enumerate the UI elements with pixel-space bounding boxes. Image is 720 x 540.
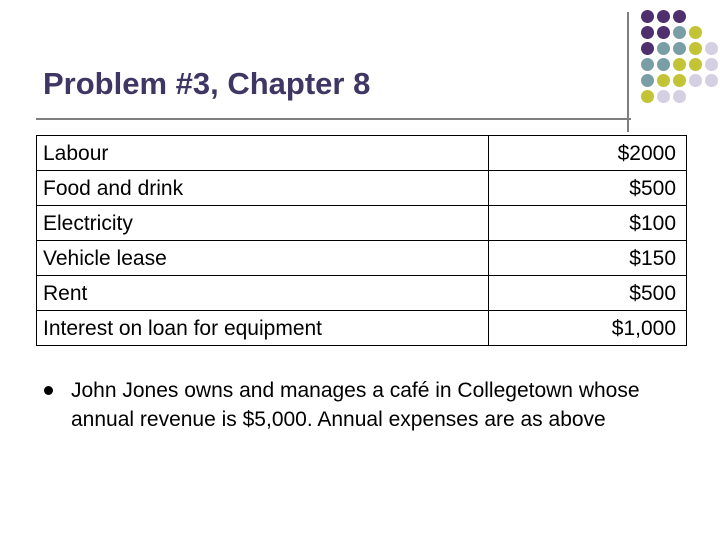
dot — [689, 42, 702, 55]
table-row — [37, 171, 687, 206]
expense-item: Food and drink — [37, 171, 489, 206]
bullet-text: John Jones owns and manages a café in Collegetown whose annual revenue is $5,000. Annual expenses are as above — [71, 379, 640, 431]
table-row — [37, 206, 687, 241]
dot — [657, 26, 670, 39]
dot — [705, 42, 718, 55]
dot — [657, 90, 670, 103]
expense-item: Labour — [37, 136, 489, 171]
dot — [705, 74, 718, 87]
dot — [657, 42, 670, 55]
expense-amount: $500 — [489, 276, 687, 311]
dot — [673, 90, 686, 103]
expense-table — [36, 135, 687, 346]
expense-amount: $150 — [489, 241, 687, 276]
dot — [673, 58, 686, 71]
dot — [673, 10, 686, 23]
dot — [673, 42, 686, 55]
expense-item: Electricity — [37, 206, 489, 241]
dot — [673, 74, 686, 87]
dot — [641, 10, 654, 23]
dot — [657, 10, 670, 23]
dot — [657, 58, 670, 71]
title-underline — [36, 118, 631, 120]
dot — [641, 74, 654, 87]
slide-title: Problem #3, Chapter 8 — [43, 66, 371, 101]
expense-item: Vehicle lease — [37, 241, 489, 276]
table-row — [37, 136, 687, 171]
dot — [641, 90, 654, 103]
table-row — [37, 276, 687, 311]
decorative-dot-grid — [641, 10, 720, 105]
dot — [641, 58, 654, 71]
expense-amount: $2000 — [489, 136, 687, 171]
vertical-rule — [627, 12, 629, 132]
dot — [689, 58, 702, 71]
expense-amount: $1,000 — [489, 311, 687, 346]
bullet-dot-icon — [44, 386, 53, 395]
expense-amount: $500 — [489, 171, 687, 206]
dot — [657, 74, 670, 87]
dot — [673, 26, 686, 39]
table-row — [37, 241, 687, 276]
dot — [641, 26, 654, 39]
dot — [689, 74, 702, 87]
expense-amount: $100 — [489, 206, 687, 241]
dot — [689, 26, 702, 39]
dot — [705, 58, 718, 71]
bullet-list — [40, 376, 680, 434]
list-item — [40, 376, 680, 434]
table-row — [37, 311, 687, 346]
expense-item: Rent — [37, 276, 489, 311]
dot — [641, 42, 654, 55]
expense-item: Interest on loan for equipment — [37, 311, 489, 346]
